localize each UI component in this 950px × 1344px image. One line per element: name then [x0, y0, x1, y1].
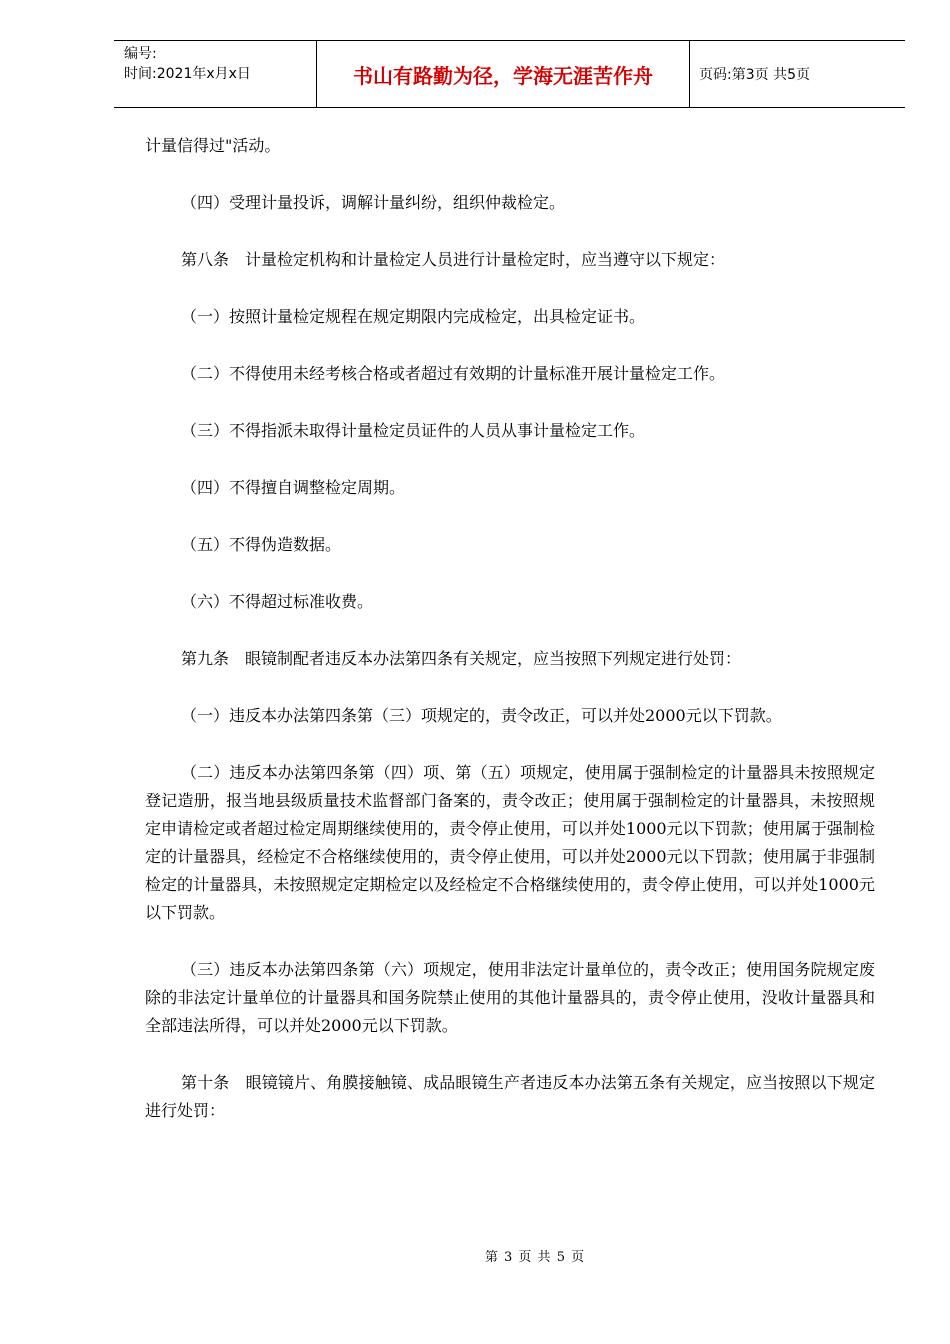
paragraph: 计量信得过"活动。 [145, 136, 281, 155]
paragraph: （二）不得使用未经考核合格或者超过有效期的计量标准开展计量检定工作。 [181, 364, 726, 383]
article-heading: 第八条 计量检定机构和计量检定人员进行计量检定时，应当遵守以下规定： [181, 250, 726, 269]
paragraph: （六）不得超过标准收费。 [181, 592, 374, 611]
paragraph: （五）不得伪造数据。 [181, 535, 342, 554]
page-header [114, 40, 905, 108]
paragraph: （一）按照计量检定规程在规定期限内完成检定，出具检定证书。 [181, 307, 646, 326]
header-motto: 书山有路勤为径，学海无涯苦作舟 [316, 41, 690, 107]
article-heading: 第九条 眼镜制配者违反本办法第四条有关规定，应当按照下列规定进行处罚： [181, 649, 742, 668]
paragraph: （三）违反本办法第四条第（六）项规定，使用非法定计量单位的，责令改正；使用国务院规定废除的非法定计量单位的计量器具和国务院禁止使用的其他计量器具的，责令停止使用，没收计量器具和全部违法所得，可以并处2000元以下罚款。 [145, 960, 875, 1035]
paragraph: （一）违反本办法第四条第（三）项规定的，责令改正，可以并处2000元以下罚款。 [181, 706, 782, 725]
paragraph: （三）不得指派未取得计量检定员证件的人员从事计量检定工作。 [181, 421, 646, 440]
document-number-label: 编号: [124, 46, 157, 62]
document-time-label: 时间:2021年x月x日 [124, 66, 251, 82]
article-heading: 第十条 眼镜镜片、角膜接触镜、成品眼镜生产者违反本办法第五条有关规定，应当按照以下规定进行处罚： [145, 1073, 875, 1120]
paragraph: （二）违反本办法第四条第（四）项、第（五）项规定，使用属于强制检定的计量器具未按照规定登记造册，报当地县级质量技术监督部门备案的，责令改正；使用属于强制检定的计量器具，未按照规定申请检定或者超过检定周期继续使用的，责令停止使用，可以并处1000元以下罚款；使用属于强制检定的计量器具，经检定不合格继续使用的，责令停止使用，可以并处2000元以下罚款；使用属于非强制检定的计量器具，未按照规定定期检定以及经检定不合格继续使用的，责令停止使用，可以并处1000元以下罚款。 [145, 763, 875, 922]
header-meta [114, 41, 316, 107]
paragraph: （四）不得擅自调整检定周期。 [181, 478, 406, 497]
page-footer: 第 3 页 共 5 页 [484, 1250, 586, 1265]
header-page-info: 页码:第3页 共5页 [699, 67, 810, 83]
document-body [145, 132, 875, 1154]
paragraph: （四）受理计量投诉，调解计量纠纷，组织仲裁检定。 [181, 193, 566, 212]
